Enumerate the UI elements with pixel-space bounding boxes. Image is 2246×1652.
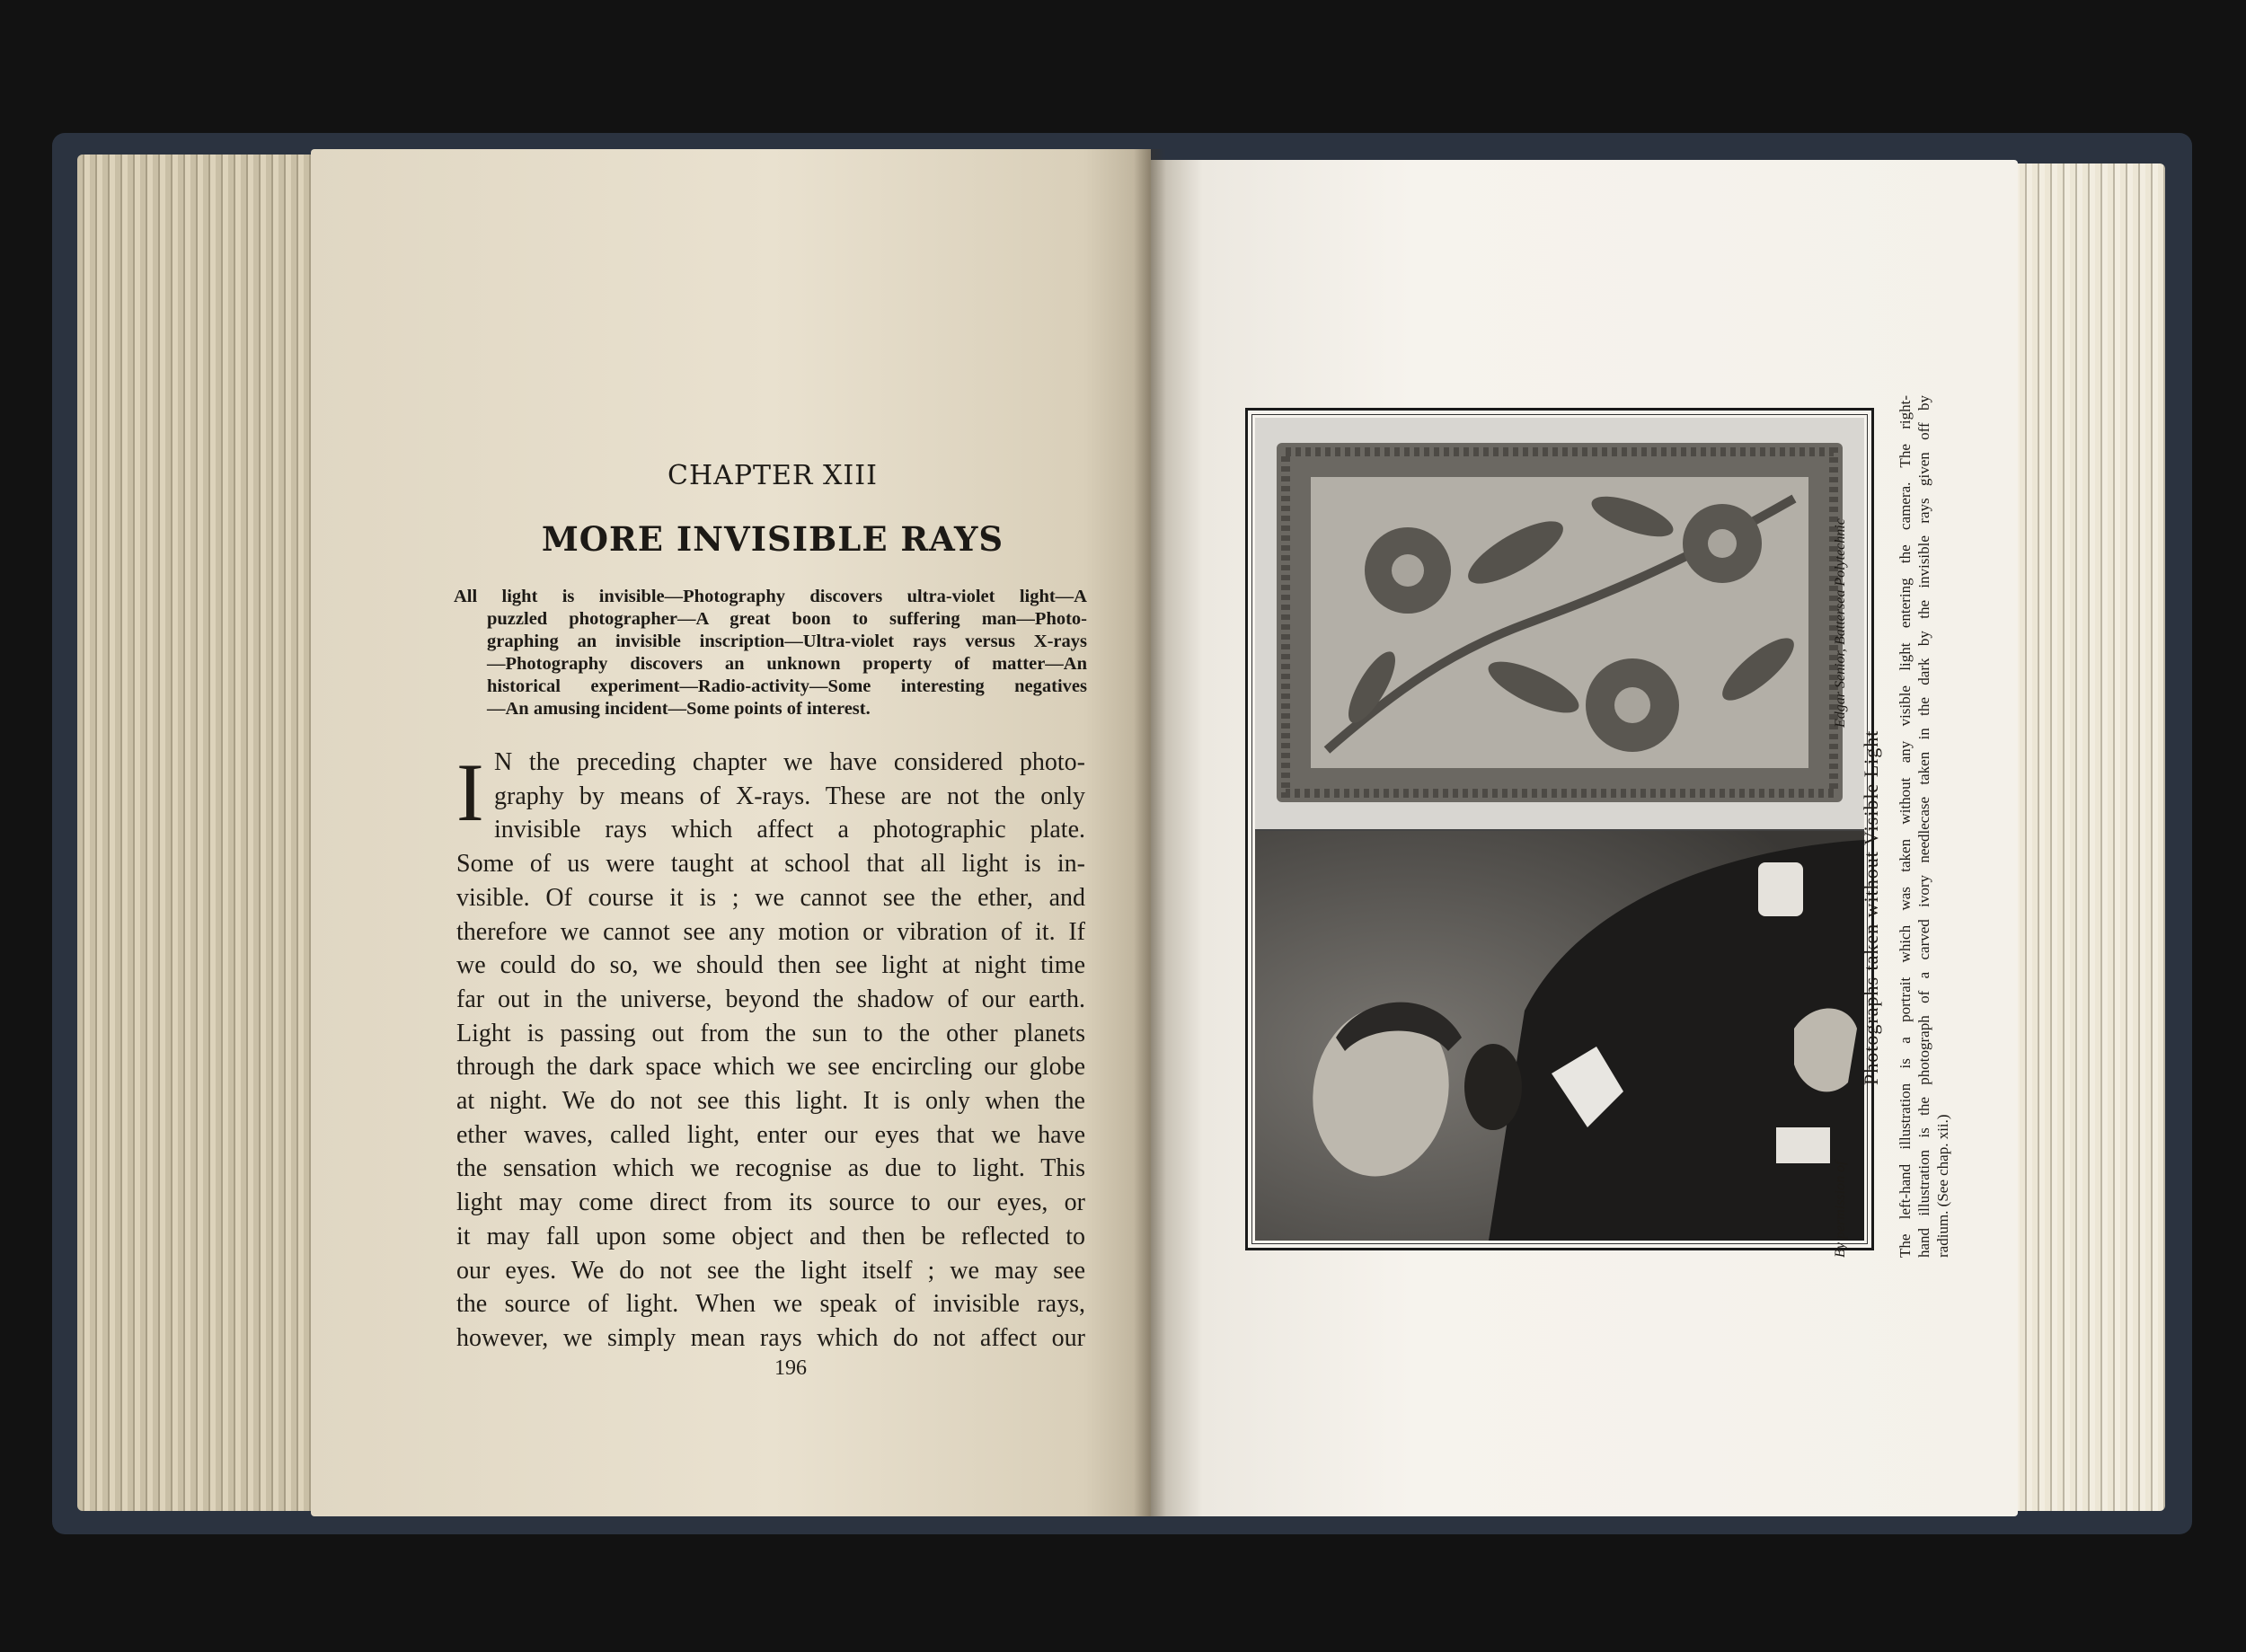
body-line: light may come direct from its source to our eyes, or [456, 1188, 1085, 1217]
portrait-photo [1255, 831, 1864, 1241]
chapter-title: MORE INVISIBLE RAYS [541, 519, 1004, 559]
body-line: graphy by means of X-rays. These are not the only [494, 782, 1085, 810]
summary-line: —Photography discovers an unknown property of matter—An [487, 654, 1087, 674]
body-line: Some of us were taught at school that all light is in- [456, 850, 1085, 879]
page-edges-left [77, 155, 320, 1511]
portrait-image [1255, 831, 1864, 1241]
page-edges-right [1994, 163, 2165, 1511]
body-line: the source of light. When we speak of invisible rays, [456, 1290, 1085, 1319]
body-line: it may fall upon some object and then be reflected to [456, 1222, 1085, 1250]
body-line: far out in the universe, beyond the shadow of our earth. [456, 985, 1085, 1013]
summary-line: puzzled photographer—A great boon to suffering man—Photo- [487, 609, 1087, 629]
body-line: our eyes. We do not see the light itself ; we may see [456, 1256, 1085, 1285]
body-text [456, 746, 1085, 1356]
body-line: N the preceding chapter we have considered photo- [494, 748, 1085, 776]
caption-line: The left-hand illustration is a portrait which was taken without any visible light entering the camera. The right- [1897, 395, 1914, 1258]
body-line: Light is passing out from the sun to the other planets [456, 1019, 1085, 1047]
summary-line: graphing an invisible inscription—Ultra-violet rays versus X-rays [487, 632, 1087, 651]
caption-line: radium. (See chap. xii.) [1934, 1114, 1951, 1258]
plate-caption [1833, 359, 2012, 1258]
drop-cap: I [456, 746, 484, 838]
plate-title: Photographs taken without Visible Light [1860, 729, 1882, 1085]
body-line: however, we simply mean rays which do not affect our [456, 1323, 1085, 1352]
book-gutter [1134, 149, 1166, 1516]
body-line: at night. We do not see this light. It is only when the [456, 1087, 1085, 1116]
needlecase-photo [1255, 418, 1864, 831]
needlecase-image [1255, 418, 1864, 829]
summary-line: historical experiment—Radio-activity—Some interesting negatives [487, 676, 1087, 696]
summary-line: —An amusing incident—Some points of interest. [487, 699, 871, 719]
page-number: 196 [774, 1356, 807, 1380]
body-line: invisible rays which affect a photographic plate. [494, 816, 1085, 844]
chapter-summary [454, 586, 1087, 720]
plate-description [1896, 395, 1952, 1258]
body-line: the sensation which we recognise as due to light. This [456, 1154, 1085, 1183]
photo-credit: Edgar Senior, Battersea Polytechnic [1833, 518, 1848, 728]
permission-text: By permission of [1833, 1161, 1848, 1258]
body-line: we could do so, we should then see light at night time [456, 951, 1085, 980]
chapter-label: CHAPTER XIII [668, 460, 878, 491]
body-line: through the dark space which we see encircling our globe [456, 1053, 1085, 1082]
body-line: therefore we cannot see any motion or vibration of it. If [456, 917, 1085, 946]
caption-line: hand illustration is the photograph of a carved ivory needlecase taken in the dark by the invisible rays given off by [1915, 395, 1932, 1258]
summary-line: All light is invisible—Photography discovers ultra-violet light—A [454, 587, 1087, 606]
body-line: ether waves, called light, enter our eyes that we have [456, 1120, 1085, 1149]
body-line: visible. Of course it is ; we cannot see the ether, and [456, 883, 1085, 912]
